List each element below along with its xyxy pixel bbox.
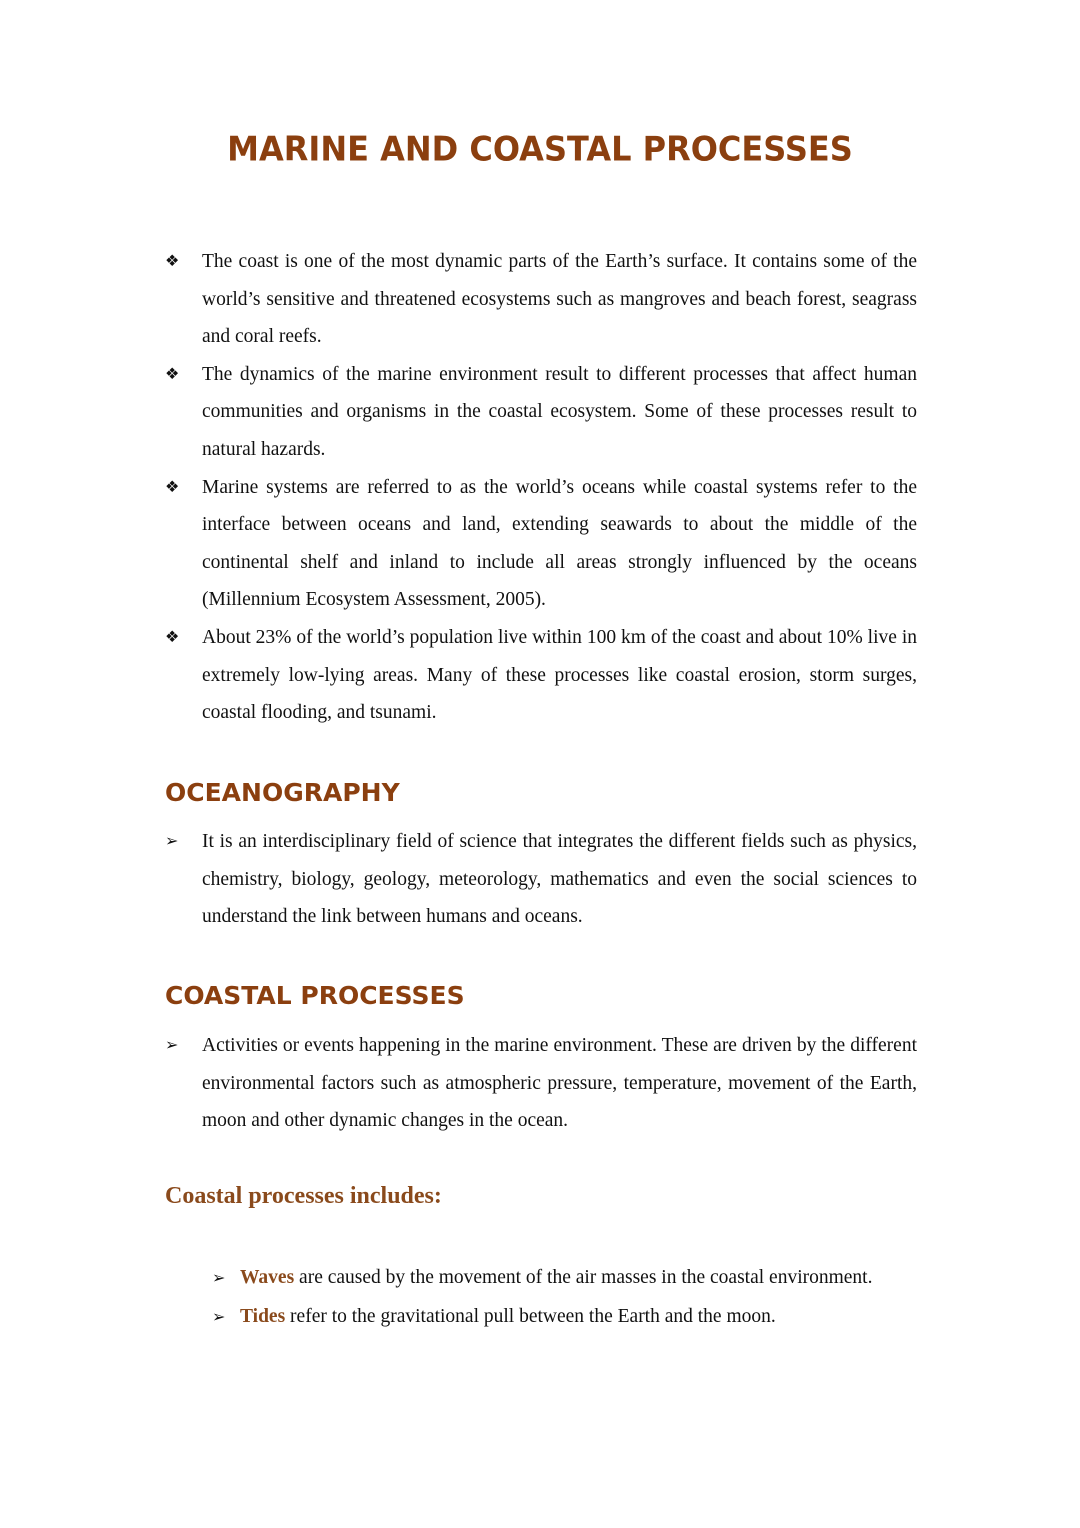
includes-list [202, 1259, 917, 1336]
diamond-bullet-icon: ❖ [165, 478, 180, 496]
includes-subheading: Coastal processes includes: [165, 1183, 442, 1209]
oceanography-list [165, 823, 917, 936]
list-item [165, 823, 917, 936]
oceanography-heading: OCEANOGRAPHY [165, 778, 400, 807]
diamond-bullet-icon: ❖ [165, 628, 180, 646]
arrow-bullet-icon: ➢ [212, 1308, 226, 1326]
item-text: refer to the gravitational pull between the Earth and the moon. [285, 1305, 776, 1327]
list-item [202, 1298, 917, 1337]
list-item [165, 356, 917, 469]
arrow-bullet-icon: ➢ [165, 833, 179, 850]
bullet-text: The dynamics of the marine environment result to different processes that affect human communities and organisms in the coastal ecosystem. Some of these processes result to natural hazards. [202, 363, 917, 460]
term-tides: Tides [240, 1305, 286, 1327]
bullet-text: About 23% of the world’s population live within 100 km of the coast and about 10% live in extremely low-lying areas. Many of these processes like coastal erosion, storm surges, coastal flooding, and tsunami. [202, 626, 917, 724]
list-item [202, 1259, 917, 1298]
list-item [165, 619, 917, 732]
page-title: MARINE AND COASTAL PROCESSES [227, 129, 853, 169]
item-text: are caused by the movement of the air masses in the coastal environment. [294, 1267, 873, 1288]
bullet-text: It is an interdisciplinary field of science that integrates the different fields such as physics, chemistry, biology, geology, meteorology, mathematics and even the social sciences to understand the link between humans and oceans. [202, 831, 917, 928]
list-item [165, 469, 917, 619]
list-item [165, 1027, 917, 1140]
intro-bullet-list [165, 243, 917, 732]
coastal-processes-heading: COASTAL PROCESSES [165, 981, 465, 1010]
list-item [165, 243, 917, 356]
coastal-processes-list [165, 1027, 917, 1140]
term-waves: Waves [240, 1267, 295, 1288]
arrow-bullet-icon: ➢ [165, 1037, 179, 1054]
arrow-bullet-icon: ➢ [212, 1270, 226, 1287]
diamond-bullet-icon: ❖ [165, 253, 180, 270]
bullet-text: Marine systems are referred to as the world’s oceans while coastal systems refer to the interface between oceans and land, extending seawards to about the middle of the continental shelf and inland to include all areas strongly influenced by the oceans (Millennium Ecosystem Assessment, 2005). [202, 476, 917, 611]
bullet-text: The coast is one of the most dynamic parts of the Earth’s surface. It contains some of the world’s sensitive and threatened ecosystems such as mangroves and beach forest, seagrass and coral reefs. [202, 251, 917, 348]
diamond-bullet-icon: ❖ [165, 365, 180, 383]
bullet-text: Activities or events happening in the marine environment. These are driven by the different environmental factors such as atmospheric pressure, temperature, movement of the Earth, moon and other dynamic changes in the ocean. [202, 1035, 917, 1132]
